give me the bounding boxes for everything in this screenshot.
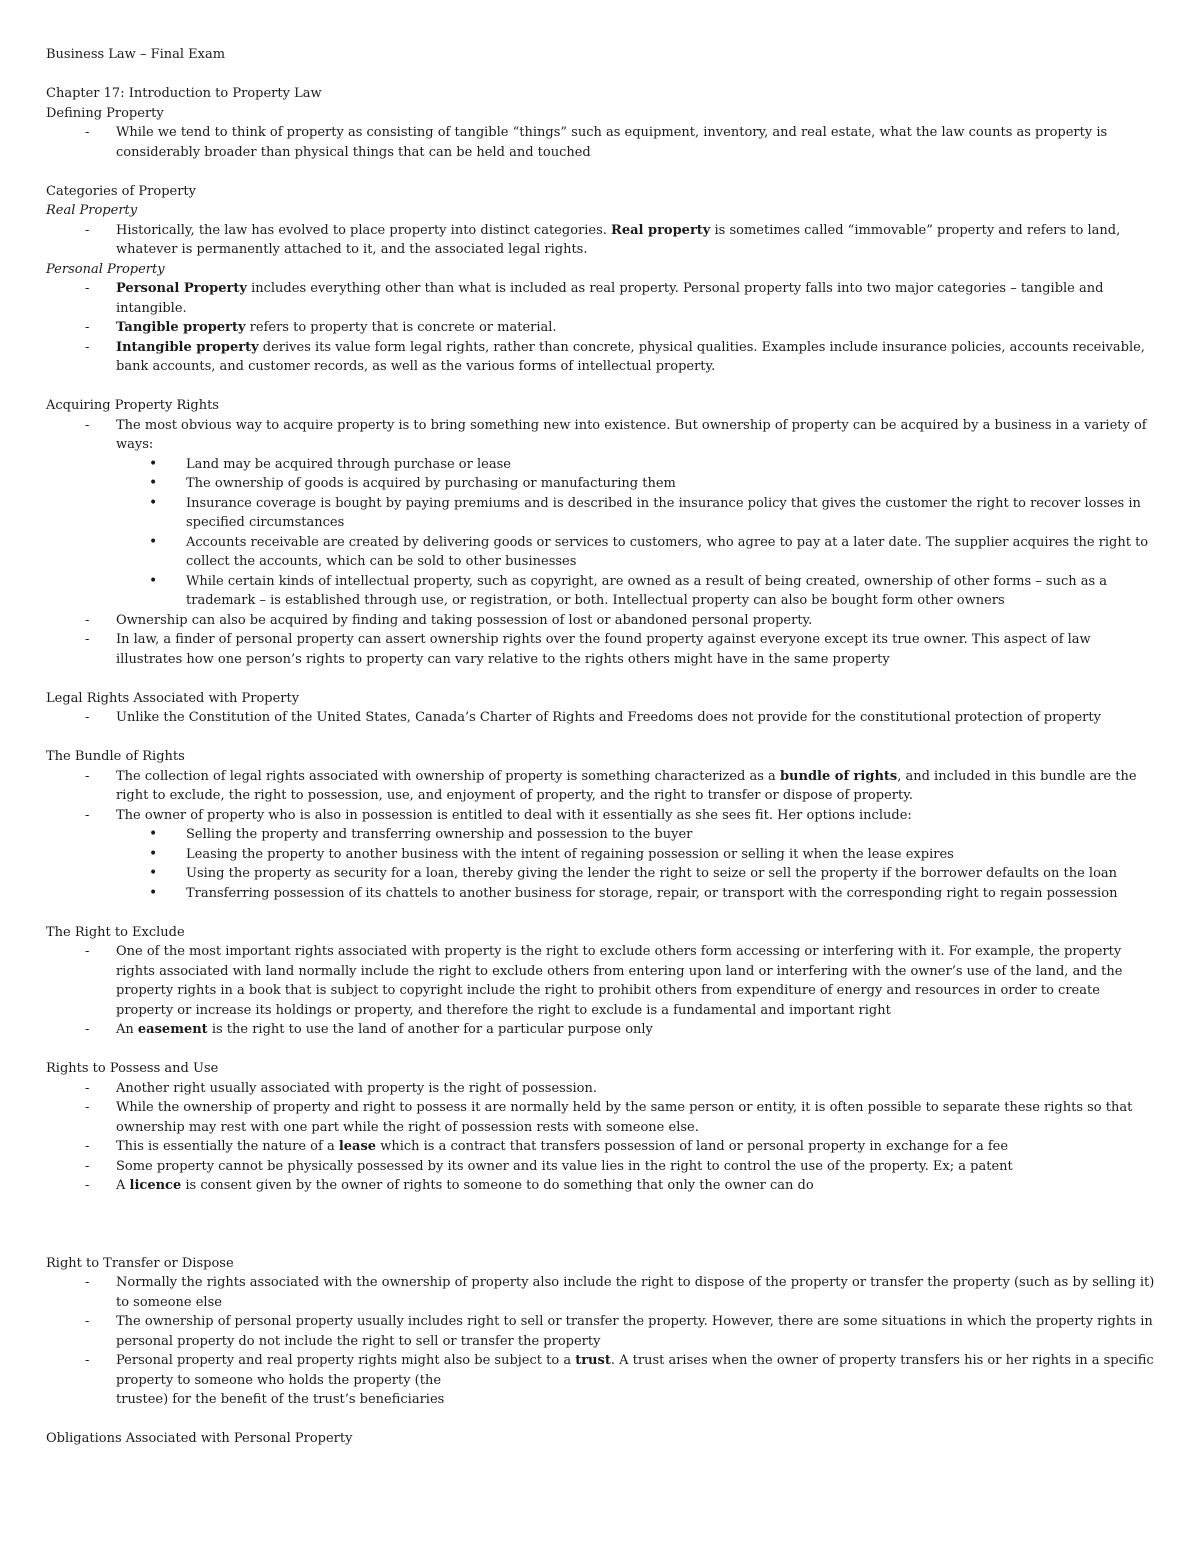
legal-rights-list bbox=[46, 708, 1156, 728]
list-item: - Ownership can also be acquired by finding and taking possession of lost or abandoned personal property. bbox=[116, 611, 1156, 631]
list-item: - In law, a finder of personal property can assert ownership rights over the found property against everyone except its true owner. This aspect of law illustrates how one person’s rights to property can vary relative to the rights others might have in the same property bbox=[116, 630, 1156, 669]
list-item: - While we tend to think of property as consisting of tangible “things” such as equipment, inventory, and real estate, what the law counts as property is considerably broader than physical things that can be held and touched bbox=[116, 123, 1156, 162]
subheading-real-property: Real Property bbox=[46, 203, 138, 218]
list-item: - An easement is the right to use the land of another for a particular purpose only bbox=[116, 1020, 1156, 1040]
list-item: - One of the most important rights associated with property is the right to exclude others form accessing or interfering with it. For example, the property rights associated with land normally include the right to exclude others from entering upon land or interfering with the owner’s use of the land, and the property rights in a book that is subject to copyright include the right to prohibit others from expenditure of energy and resources in order to create property or increase its holdings or property, and therefore the right to exclude is a fundamental and important right bbox=[116, 942, 1156, 1020]
list-item: - The ownership of personal property usually includes right to sell or transfer the property. However, there are some situations in which the property rights in personal property do not include the right to sell or transfer the property bbox=[116, 1312, 1156, 1351]
list-item: - Personal property and real property rights might also be subject to a trust. A trust arises when the owner of property transfers his or her rights in a specific property to someone who holds the property (the trustee) for the benefit of the trust’s beneficiaries bbox=[116, 1351, 1156, 1410]
sub-list-item: • Using the property as security for a loan, thereby giving the lender the right to seize or sell the property if the borrower defaults on the loan bbox=[186, 864, 1156, 884]
list-item: - The owner of property who is also in possession is entitled to deal with it essentially as she sees fit. Her options include: • Selling the property and transferring ownership and possession to the buyer • Leasing the property to another business with the intent of regaining possession or selling it when the lease expires • Using the property as security for a loan, thereby giving the lender the right to seize or sell the property if the borrower defaults on the loan • Transferring possession of its chattels to another business for storage, repair, or transport with the corresponding right to regain possession bbox=[116, 806, 1156, 904]
sub-list-item: • Insurance coverage is bought by paying premiums and is described in the insurance policy that gives the customer the right to recover losses in specified circumstances bbox=[186, 494, 1156, 533]
list-item: - The collection of legal rights associated with ownership of property is something characterized as a bundle of rights, and included in this bundle are the right to exclude, the right to possession, use, and enjoyment of property, and the right to transfer or dispose of property. bbox=[116, 767, 1156, 806]
list-item: - Tangible property refers to property that is concrete or material. bbox=[116, 318, 1156, 338]
chapter-title: Chapter 17: Introduction to Property Law bbox=[46, 86, 322, 101]
list-item: - Historically, the law has evolved to place property into distinct categories. Real property is sometimes called “immovable” property and refers to land, whatever is permanently attached to it, and the associated legal rights. bbox=[116, 221, 1156, 260]
sub-list-item: • While certain kinds of intellectual property, such as copyright, are owned as a result of being created, ownership of other forms – such as a trademark – is established through use, or registration, or both. Intellectual property can also be bought form other owners bbox=[186, 572, 1156, 611]
section-heading-defining-property: Defining Property bbox=[46, 105, 164, 121]
list-item: - Personal Property includes everything other than what is included as real property. Personal property falls into two major categories – tangible and intangible. bbox=[116, 279, 1156, 318]
bundle-sub-list bbox=[116, 825, 1156, 903]
real-property-list bbox=[46, 221, 1156, 260]
sub-list-item: • Selling the property and transferring ownership and possession to the buyer bbox=[186, 825, 1156, 845]
sub-list-item: • Transferring possession of its chattels to another business for storage, repair, or transport with the corresponding right to regain possession bbox=[186, 884, 1156, 904]
bundle-list bbox=[46, 767, 1156, 904]
possess-list bbox=[46, 1079, 1156, 1196]
exclude-list bbox=[46, 942, 1156, 1040]
list-item: - A licence is consent given by the owner of rights to someone to do something that only the owner can do bbox=[116, 1176, 1156, 1196]
sub-list-item: • Land may be acquired through purchase or lease bbox=[186, 455, 1156, 475]
sub-list-item: • Accounts receivable are created by delivering goods or services to customers, who agree to pay at a later date. The supplier acquires the right to collect the accounts, which can be sold to other businesses bbox=[186, 533, 1156, 572]
section-heading-categories: Categories of Property bbox=[46, 183, 196, 199]
list-item: - Normally the rights associated with the ownership of property also include the right to dispose of the property or transfer the property (such as by selling it) to someone else bbox=[116, 1273, 1156, 1312]
sub-list-item: • The ownership of goods is acquired by purchasing or manufacturing them bbox=[186, 474, 1156, 494]
personal-property-list bbox=[46, 279, 1156, 377]
section-heading-exclude: The Right to Exclude bbox=[46, 924, 185, 940]
list-item: - The most obvious way to acquire property is to bring something new into existence. But ownership of property can be acquired by a business in a variety of ways: • Land may be acquired through purchase or lease • The ownership of goods is acquired by purchasing or manufacturing them • Insurance coverage is bought by paying premiums and is described in the insurance policy that gives the customer the right to recover losses in specified circumstances • Accounts receivable are created by delivering goods or services to customers, who agree to pay at a later date. The supplier acquires the right to collect the accounts, which can be sold to other businesses • While certain kinds of intellectual property, such as copyright, are owned as a result of being created, ownership of other forms – such as a trademark – is established through use, or registration, or both. Intellectual property can also be bought form other owners bbox=[116, 416, 1156, 611]
section-heading-bundle: The Bundle of Rights bbox=[46, 749, 185, 764]
sub-list-item: • Leasing the property to another business with the intent of regaining possession or selling it when the lease expires bbox=[186, 845, 1156, 865]
list-item: - Some property cannot be physically possessed by its owner and its value lies in the right to control the use of the property. Ex; a patent bbox=[116, 1157, 1156, 1177]
document-header: Business Law – Final Exam bbox=[46, 47, 226, 62]
defining-property-list bbox=[46, 123, 1156, 162]
list-item: - Another right usually associated with property is the right of possession. bbox=[116, 1079, 1156, 1099]
subheading-personal-property: Personal Property bbox=[46, 261, 165, 277]
section-heading-obligations: Obligations Associated with Personal Property bbox=[46, 1431, 353, 1446]
section-heading-possess: Rights to Possess and Use bbox=[46, 1061, 219, 1076]
list-item: - This is essentially the nature of a lease which is a contract that transfers possession of land or personal property in exchange for a fee bbox=[116, 1137, 1156, 1157]
list-item: - Unlike the Constitution of the United States, Canada’s Charter of Rights and Freedoms does not provide for the constitutional protection of property bbox=[116, 708, 1156, 728]
acquiring-sub-list bbox=[116, 455, 1156, 611]
section-heading-legal-rights: Legal Rights Associated with Property bbox=[46, 690, 300, 706]
transfer-list bbox=[46, 1273, 1156, 1410]
section-heading-acquiring: Acquiring Property Rights bbox=[46, 398, 219, 413]
list-item: - Intangible property derives its value form legal rights, rather than concrete, physical qualities. Examples include insurance policies, accounts receivable, bank accounts, and customer records, as well as the various forms of intellectual property. bbox=[116, 338, 1156, 377]
list-item: - While the ownership of property and right to possess it are normally held by the same person or entity, it is often possible to separate these rights so that ownership may rest with one part while the right of possession rests with someone else. bbox=[116, 1098, 1156, 1137]
acquiring-list bbox=[46, 416, 1156, 670]
section-heading-transfer: Right to Transfer or Dispose bbox=[46, 1255, 234, 1271]
